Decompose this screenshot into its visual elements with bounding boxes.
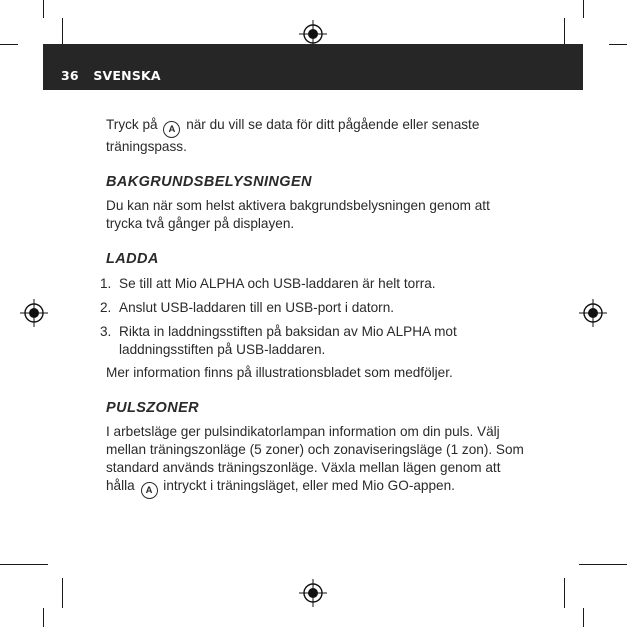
page-content	[100, 116, 526, 499]
backlight-heading: BAKGRUNDSBELYSNINGEN	[106, 174, 312, 190]
zones-text-before: I arbetsläge ger pulsindikatorlampan information om din puls. Välj mellan träningszonläge (5 zoner) och zonaviseringsläge (1 zon). Som standard används träningszonläge. Växla mellan lägen genom att hålla	[106, 424, 524, 493]
a-button-icon: A	[163, 121, 180, 138]
list-item	[100, 275, 526, 293]
crop-mark	[62, 18, 63, 44]
step-number: 2.	[100, 300, 112, 315]
crop-mark	[583, 608, 584, 627]
charge-heading: LADDA	[106, 251, 159, 267]
intro-paragraph	[106, 116, 526, 156]
backlight-text: Du kan när som helst aktivera bakgrundsbelysningen genom att trycka två gånger på displayen.	[106, 198, 490, 231]
crop-mark	[62, 578, 63, 608]
registration-mark-icon	[579, 299, 607, 327]
step-number: 3.	[100, 324, 112, 339]
crop-mark	[0, 44, 18, 45]
crop-mark	[0, 564, 48, 565]
intro-text-before: Tryck på	[106, 117, 158, 132]
crop-mark	[579, 564, 627, 565]
crop-mark	[583, 0, 584, 18]
zones-text-after: intryckt i träningsläget, eller med Mio GO-appen.	[163, 478, 455, 493]
registration-mark-icon	[299, 579, 327, 607]
crop-mark	[43, 0, 44, 18]
crop-mark	[564, 578, 565, 608]
registration-mark-icon	[20, 299, 48, 327]
charge-more-info: Mer information finns på illustrationsbladet som medföljer.	[106, 365, 453, 380]
step-text: Anslut USB-laddaren till en USB-port i datorn.	[119, 300, 395, 315]
page-header	[61, 68, 161, 83]
charge-steps	[100, 275, 526, 359]
crop-mark	[564, 18, 565, 44]
zones-heading: PULSZONER	[106, 400, 200, 416]
step-number: 1.	[100, 276, 112, 291]
zones-paragraph	[106, 423, 526, 499]
intro-text-after: när du vill se data för ditt pågående eller senaste träningspass.	[106, 117, 480, 154]
step-text: Rikta in laddningsstiften på baksidan av Mio ALPHA mot laddningsstiften på USB-laddaren.	[119, 324, 457, 357]
crop-mark	[609, 44, 627, 45]
page-header-band	[43, 44, 583, 90]
a-button-icon: A	[141, 482, 158, 499]
list-item	[100, 323, 526, 359]
section-title: SVENSKA	[93, 68, 161, 83]
step-text: Se till att Mio ALPHA och USB-laddaren är helt torra.	[119, 276, 436, 291]
crop-mark	[43, 608, 44, 627]
list-item	[100, 299, 526, 317]
page-number: 36	[61, 68, 79, 83]
